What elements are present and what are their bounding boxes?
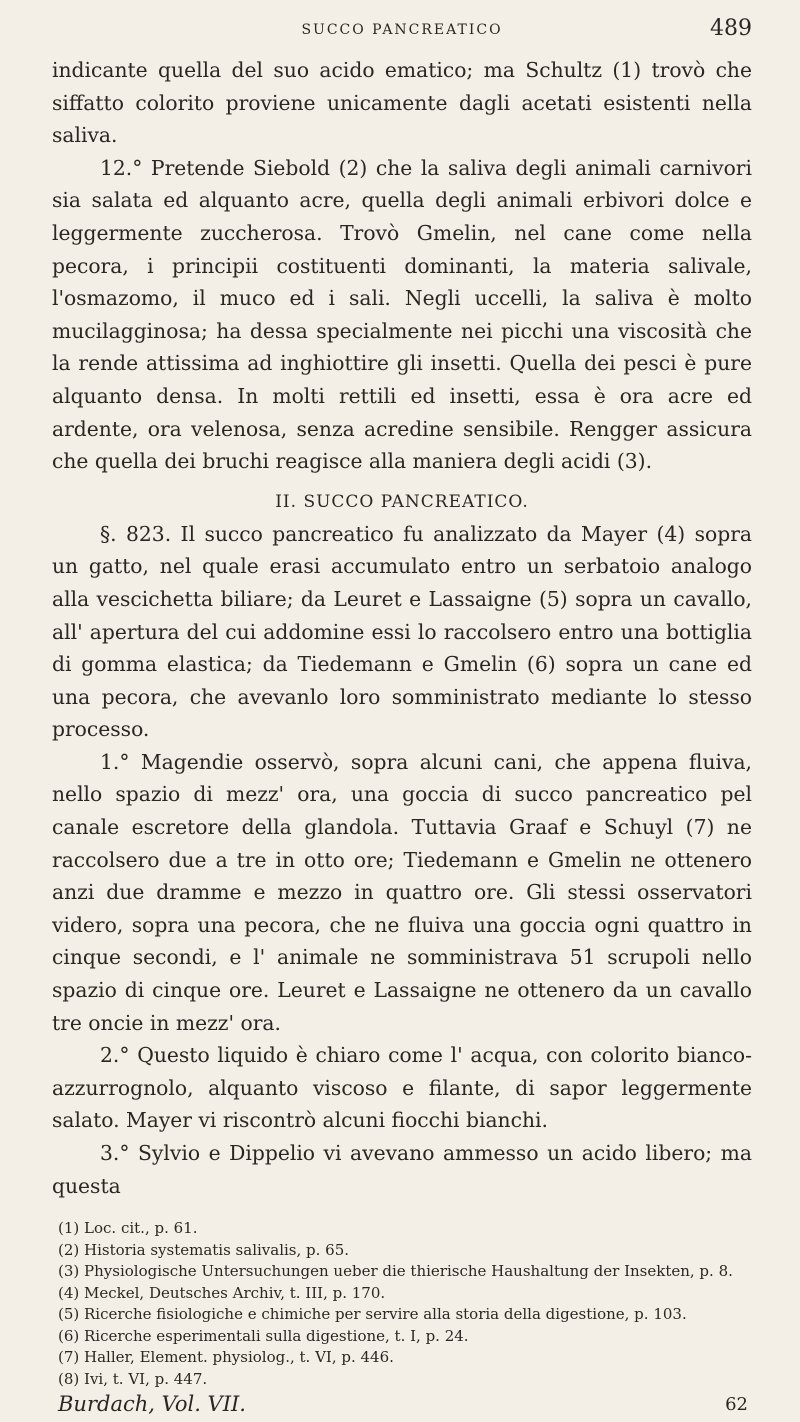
paragraph: 2.° Questo liquido è chiaro come l' acqua, con colorito bianco-azzurrognolo, alquanto viscoso e filante, di sapor leggermente salato. Mayer vi riscontrò alcuni fiocchi bianchi. — [52, 1043, 752, 1133]
paragraph: 1.° Magendie osservò, sopra alcuni cani, che appena fluiva, nello spazio di mezz' ora, una goccia di succo pancreatico pel canale escretore della glandola. Tuttavia Graaf e Schuyl (7) ne raccolsero due a tre in otto ore; Tiedemann e Gmelin ne ottenero anzi due dramme e mezzo in quattro ore. Gli stessi osservatori videro, sopra una pecora, che ne fluiva una goccia ogni quattro in cinque secondi, e l' animale ne somministrava 51 scrupoli nello spazio di cinque ore. Leuret e Lassaigne ne ottenero da un cavallo tre oncie in mezz' ora. — [52, 749, 752, 1035]
signature-mark: Burdach, Vol. VII. — [58, 1392, 246, 1417]
footnote: (8) Ivi, t. VI, p. 447. — [58, 1369, 208, 1388]
footnote: (2) Historia systematis salivalis, p. 65. — [58, 1240, 350, 1259]
running-title: SUCCO PANCREATICO — [301, 22, 503, 38]
page-footer — [52, 1392, 752, 1422]
footnote: (5) Ricerche fisiologiche e chimiche per servire alla storia della digestione, p. 103. — [58, 1305, 687, 1324]
footnote: (7) Haller, Element. physiolog., t. VI, p. 446. — [58, 1348, 394, 1367]
sheet-number: 62 — [725, 1394, 748, 1416]
body-text — [52, 54, 752, 1202]
page-number: 489 — [710, 16, 752, 41]
footnote: (6) Ricerche esperimentali sulla digestione, t. I, p. 24. — [58, 1326, 469, 1345]
paragraph: 12.° Pretende Siebold (2) che la saliva degli animali carnivori sia salata ed alquanto acre, quella degli animali erbivori dolce e leggermente zuccherosa. Trovò Gmelin, nel cane come nella pecora, i principii costituenti dominanti, la materia salivale, l'osmazomo, il muco ed i sali. Negli uccelli, la saliva è molto mucilagginosa; ha dessa specialmente nei picchi una viscosità che la rende attissima ad inghiottire gli insetti. Quella dei pesci è pure alquanto densa. In molti rettili ed insetti, essa è ora acre ed ardente, ora velenosa, senza acredine sensibile. Rengger assicura che quella dei bruchi reagisce alla maniera degli acidi (3). — [52, 155, 752, 474]
paragraph: 3.° Sylvio e Dippelio vi avevano ammesso un acido libero; ma questa — [52, 1141, 752, 1198]
footnotes — [52, 1218, 752, 1390]
paragraph: §. 823. Il succo pancreatico fu analizzato da Mayer (4) sopra un gatto, nel quale erasi accumulato entro un serbatoio analogo alla vescichetta biliare; da Leuret e Lassaigne (5) sopra un cavallo, all' apertura del cui addomine essi lo raccolsero entro una bottiglia di gomma elastica; da Tiedemann e Gmelin (6) sopra un cane ed una pecora, che avevanlo loro somministrato mediante lo stesso processo. — [52, 521, 752, 742]
page-header — [52, 14, 752, 54]
footnote: (1) Loc. cit., p. 61. — [58, 1219, 198, 1238]
paragraph: indicante quella del suo acido ematico; ma Schultz (1) trovò che siffatto colorito proviene unicamente dagli acetati esistenti nella saliva. — [52, 58, 752, 148]
footnote: (3) Physiologische Untersuchungen ueber die thierische Haushaltung der Insekten, p. 8. — [58, 1262, 733, 1281]
footnote: (4) Meckel, Deutsches Archiv, t. III, p. 170. — [58, 1283, 386, 1302]
section-title: II. SUCCO PANCREATICO. — [275, 491, 529, 512]
